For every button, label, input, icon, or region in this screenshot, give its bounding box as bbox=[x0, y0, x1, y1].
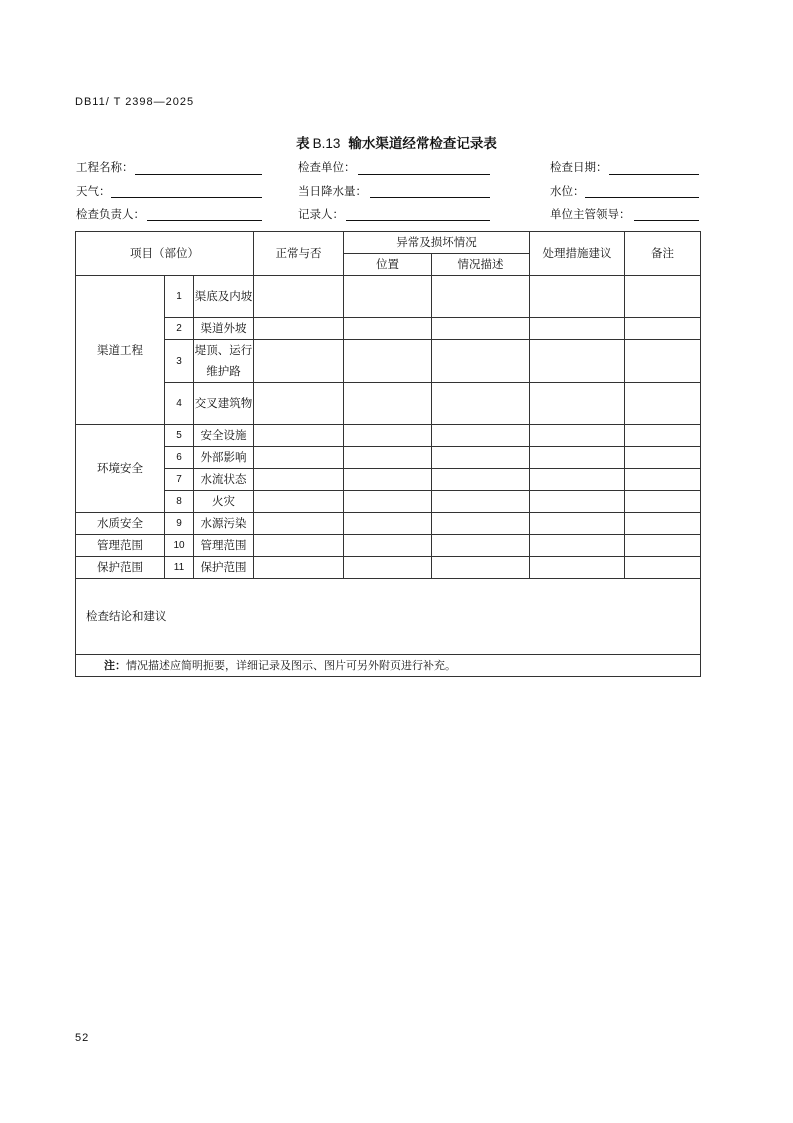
daily-rainfall-line[interactable] bbox=[370, 197, 490, 198]
row-item: 水流状态 bbox=[194, 469, 254, 491]
cell-location[interactable] bbox=[344, 469, 432, 491]
cell-remarks[interactable] bbox=[625, 469, 701, 491]
cell-description[interactable] bbox=[432, 383, 530, 425]
row-item: 管理范围 bbox=[194, 535, 254, 557]
water-level-field bbox=[550, 183, 585, 199]
row-item: 外部影响 bbox=[194, 447, 254, 469]
cell-location[interactable] bbox=[344, 318, 432, 340]
header-remarks: 备注 bbox=[625, 232, 701, 276]
weather-label: 天气： bbox=[76, 184, 111, 198]
daily-rainfall-label: 当日降水量： bbox=[298, 184, 367, 198]
row-item: 交叉建筑物 bbox=[194, 383, 254, 425]
cell-normal[interactable] bbox=[254, 340, 344, 383]
note-label: 注： bbox=[104, 659, 126, 672]
recorder-label: 记录人： bbox=[298, 207, 344, 221]
cell-description[interactable] bbox=[432, 491, 530, 513]
cell-remarks[interactable] bbox=[625, 557, 701, 579]
row-item: 火灾 bbox=[194, 491, 254, 513]
note-text: 情况描述应简明扼要，详细记录及图示、图片可另外附页进行补充。 bbox=[126, 659, 456, 672]
group-water-quality: 水质安全 bbox=[76, 513, 165, 535]
inspection-unit-label: 检查单位： bbox=[298, 160, 356, 174]
cell-remarks[interactable] bbox=[625, 425, 701, 447]
row-number: 9 bbox=[165, 513, 194, 535]
conclusion-label: 检查结论和建议 bbox=[86, 609, 167, 623]
cell-normal[interactable] bbox=[254, 491, 344, 513]
cell-normal[interactable] bbox=[254, 513, 344, 535]
cell-location[interactable] bbox=[344, 340, 432, 383]
row-number: 8 bbox=[165, 491, 194, 513]
cell-description[interactable] bbox=[432, 535, 530, 557]
table-title bbox=[0, 132, 793, 152]
row-item: 保护范围 bbox=[194, 557, 254, 579]
row-number: 2 bbox=[165, 318, 194, 340]
cell-description[interactable] bbox=[432, 425, 530, 447]
cell-measures[interactable] bbox=[530, 469, 625, 491]
document-code: DB11/ T 2398—2025 bbox=[75, 96, 195, 108]
cell-normal[interactable] bbox=[254, 469, 344, 491]
row-number: 3 bbox=[165, 340, 194, 383]
header-measures: 处理措施建议 bbox=[530, 232, 625, 276]
cell-location[interactable] bbox=[344, 513, 432, 535]
inspector-label: 检查负责人： bbox=[76, 207, 145, 221]
row-number: 4 bbox=[165, 383, 194, 425]
cell-measures[interactable] bbox=[530, 491, 625, 513]
inspection-unit-field bbox=[298, 159, 356, 175]
row-item: 水源污染 bbox=[194, 513, 254, 535]
cell-normal[interactable] bbox=[254, 447, 344, 469]
row-number: 1 bbox=[165, 276, 194, 318]
unit-leader-line[interactable] bbox=[634, 220, 699, 221]
recorder-field bbox=[298, 206, 344, 222]
page-number: 52 bbox=[75, 1032, 90, 1044]
cell-normal[interactable] bbox=[254, 425, 344, 447]
project-name-field bbox=[76, 159, 134, 175]
project-name-label: 工程名称： bbox=[76, 160, 134, 174]
cell-normal[interactable] bbox=[254, 318, 344, 340]
header-abnormal: 异常及损坏情况 bbox=[344, 232, 530, 254]
cell-location[interactable] bbox=[344, 447, 432, 469]
group-environment-safety: 环境安全 bbox=[76, 425, 165, 513]
cell-measures[interactable] bbox=[530, 340, 625, 383]
daily-rainfall-field bbox=[298, 183, 367, 199]
cell-location[interactable] bbox=[344, 491, 432, 513]
row-number: 5 bbox=[165, 425, 194, 447]
cell-normal[interactable] bbox=[254, 535, 344, 557]
cell-measures[interactable] bbox=[530, 447, 625, 469]
inspection-record-table bbox=[75, 231, 701, 677]
cell-location[interactable] bbox=[344, 557, 432, 579]
cell-remarks[interactable] bbox=[625, 276, 701, 318]
cell-remarks[interactable] bbox=[625, 447, 701, 469]
unit-leader-label: 单位主管领导： bbox=[550, 207, 631, 221]
recorder-line[interactable] bbox=[346, 220, 490, 221]
header-normal: 正常与否 bbox=[254, 232, 344, 276]
row-item: 安全设施 bbox=[194, 425, 254, 447]
row-item: 堤顶、运行维护路 bbox=[194, 340, 254, 383]
weather-line[interactable] bbox=[111, 197, 262, 198]
water-level-label: 水位： bbox=[550, 184, 585, 198]
cell-description[interactable] bbox=[432, 469, 530, 491]
note-row bbox=[76, 655, 701, 677]
cell-description[interactable] bbox=[432, 557, 530, 579]
group-channel-engineering: 渠道工程 bbox=[76, 276, 165, 425]
row-number: 10 bbox=[165, 535, 194, 557]
cell-location[interactable] bbox=[344, 535, 432, 557]
cell-measures[interactable] bbox=[530, 276, 625, 318]
row-item: 渠道外坡 bbox=[194, 318, 254, 340]
cell-measures[interactable] bbox=[530, 383, 625, 425]
cell-measures[interactable] bbox=[530, 513, 625, 535]
conclusion-cell[interactable] bbox=[76, 579, 701, 655]
unit-leader-field bbox=[550, 206, 631, 222]
title-code: B.13 bbox=[312, 136, 341, 151]
inspector-field bbox=[76, 206, 145, 222]
header-location: 位置 bbox=[344, 254, 432, 276]
title-text: 输水渠道经常检查记录表 bbox=[348, 136, 497, 152]
cell-location[interactable] bbox=[344, 276, 432, 318]
cell-measures[interactable] bbox=[530, 425, 625, 447]
cell-remarks[interactable] bbox=[625, 340, 701, 383]
cell-remarks[interactable] bbox=[625, 318, 701, 340]
cell-remarks[interactable] bbox=[625, 491, 701, 513]
header-description: 情况描述 bbox=[432, 254, 530, 276]
row-number: 6 bbox=[165, 447, 194, 469]
inspection-date-field bbox=[550, 159, 608, 175]
cell-description[interactable] bbox=[432, 318, 530, 340]
cell-description[interactable] bbox=[432, 447, 530, 469]
inspector-line[interactable] bbox=[147, 220, 262, 221]
cell-remarks[interactable] bbox=[625, 535, 701, 557]
water-level-line[interactable] bbox=[585, 197, 699, 198]
row-number: 7 bbox=[165, 469, 194, 491]
cell-remarks[interactable] bbox=[625, 383, 701, 425]
project-name-line[interactable] bbox=[135, 174, 262, 175]
inspection-date-label: 检查日期： bbox=[550, 160, 608, 174]
group-management-range: 管理范围 bbox=[76, 535, 165, 557]
row-item: 渠底及内坡 bbox=[194, 276, 254, 318]
cell-measures[interactable] bbox=[530, 535, 625, 557]
cell-location[interactable] bbox=[344, 383, 432, 425]
cell-remarks[interactable] bbox=[625, 513, 701, 535]
cell-normal[interactable] bbox=[254, 276, 344, 318]
cell-normal[interactable] bbox=[254, 383, 344, 425]
cell-measures[interactable] bbox=[530, 318, 625, 340]
cell-normal[interactable] bbox=[254, 557, 344, 579]
cell-description[interactable] bbox=[432, 513, 530, 535]
cell-description[interactable] bbox=[432, 340, 530, 383]
weather-field bbox=[76, 183, 111, 199]
title-prefix: 表 bbox=[296, 136, 310, 152]
cell-description[interactable] bbox=[432, 276, 530, 318]
inspection-date-line[interactable] bbox=[609, 174, 699, 175]
inspection-unit-line[interactable] bbox=[358, 174, 490, 175]
row-number: 11 bbox=[165, 557, 194, 579]
cell-measures[interactable] bbox=[530, 557, 625, 579]
header-item: 项目（部位） bbox=[76, 232, 254, 276]
cell-location[interactable] bbox=[344, 425, 432, 447]
group-protection-range: 保护范围 bbox=[76, 557, 165, 579]
